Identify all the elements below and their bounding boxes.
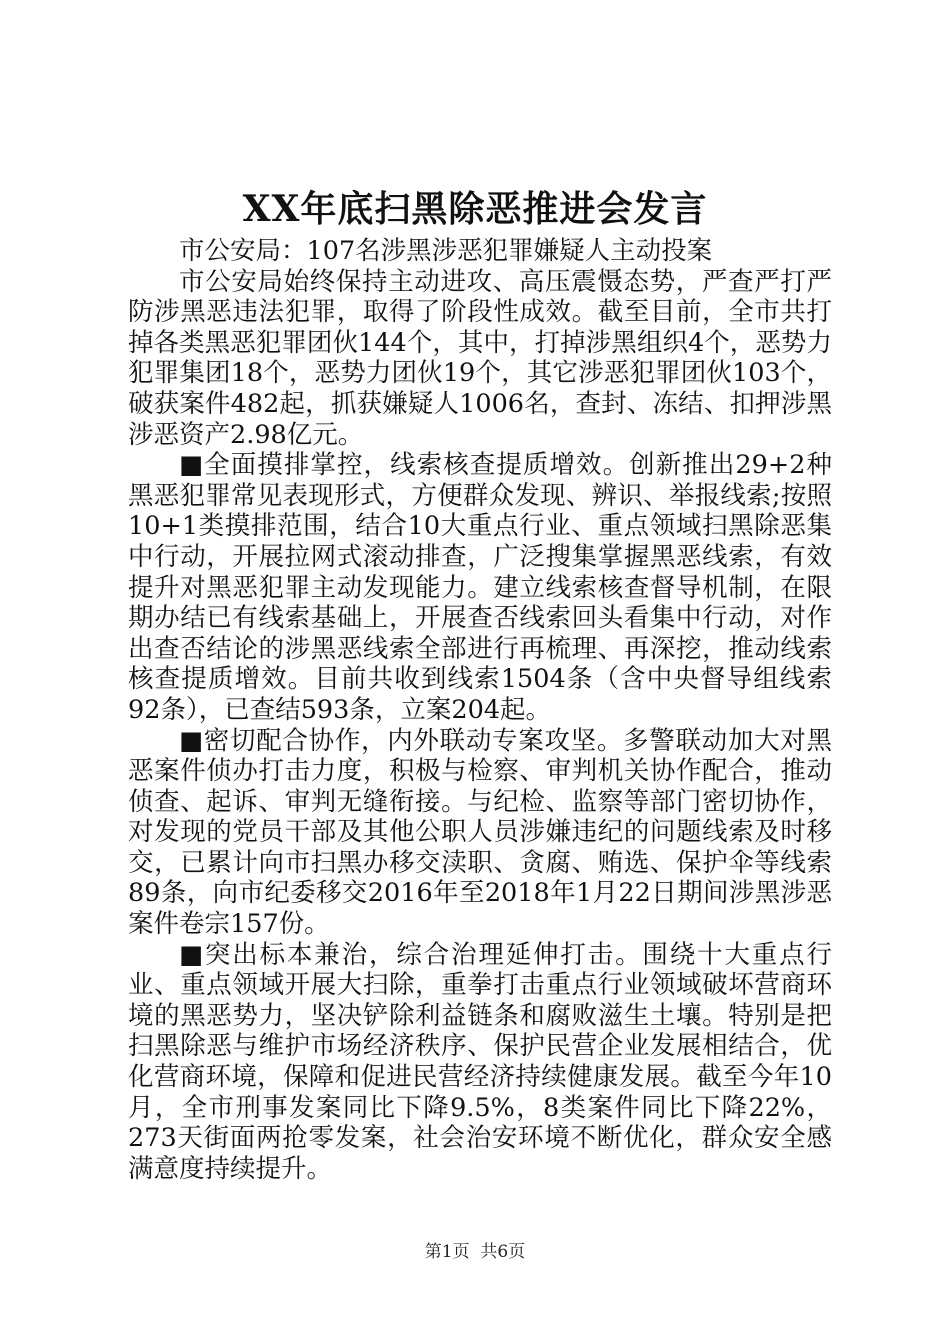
paragraph-subtitle: 市公安局：107名涉黑涉恶犯罪嫌疑人主动投案: [179, 236, 713, 266]
footer-spacer: [470, 1242, 481, 1262]
paragraph-clue-investigation: ■全面摸排掌控，线索核查提质增效。创新推出29+2种黑恶犯罪常见表现形式，方便群众发现、辨识、举报线索;按照10+1类摸排范围，结合10大重点行业、重点领域扫黑除恶集中行动，开展拉网式滚动排查，广泛搜集掌握黑恶线索，有效提升对黑恶犯罪主动发现能力。建立线索核查督导机制，在限期办结已有线索基础上，开展查否线索回头看集中行动，对作出查否结论的涉黑恶线索全部进行再梳理、再深挖，推动线索核查提质增效。目前共收到线索1504条（含中央督导组线索92条），已查结593条，立案204起。: [128, 450, 832, 725]
document-title: XX年底扫黑除恶推进会发言: [242, 188, 708, 230]
page-number: 第1页: [424, 1242, 470, 1262]
paragraph-summary: 市公安局始终保持主动进攻、高压震慑态势，严查严打严防涉黑恶违法犯罪，取得了阶段性成效。截至目前，全市共打掉各类黑恶犯罪团伙144个，其中，打掉涉黑组织4个，恶势力犯罪集团18个，恶势力团伙19个，其它涉恶犯罪团伙103个，破获案件482起，抓获嫌疑人1006名，查封、冻结、扣押涉黑涉恶资产2.98亿元。: [128, 266, 832, 450]
page-total: 共6页: [480, 1242, 526, 1262]
document-body: [128, 236, 832, 1184]
paragraph-comprehensive-governance: ■突出标本兼治，综合治理延伸打击。围绕十大重点行业、重点领域开展大扫除，重拳打击重点行业领域破坏营商环境的黑恶势力，坚决铲除利益链条和腐败滋生土壤。特别是把扫黑除恶与维护市场经济秩序、保护民营企业发展相结合，优化营商环境，保障和促进民营经济持续健康发展。截至今年10月，全市刑事发案同比下降9.5%，8类案件同比下降22%，273天街面两抢零发案，社会治安环境不断优化，群众安全感满意度持续提升。: [128, 939, 832, 1184]
page-footer: [0, 1240, 950, 1264]
paragraph-cooperation: ■密切配合协作，内外联动专案攻坚。多警联动加大对黑恶案件侦办打击力度，积极与检察、审判机关协作配合，推动侦查、起诉、审判无缝衔接。与纪检、监察等部门密切协作，对发现的党员干部及其他公职人员涉嫌违纪的问题线索及时移交，已累计向市扫黑办移交渎职、贪腐、贿选、保护伞等线索89条，向市纪委移交2016年至2018年1月22日期间涉黑涉恶案件卷宗157份。: [128, 725, 832, 940]
